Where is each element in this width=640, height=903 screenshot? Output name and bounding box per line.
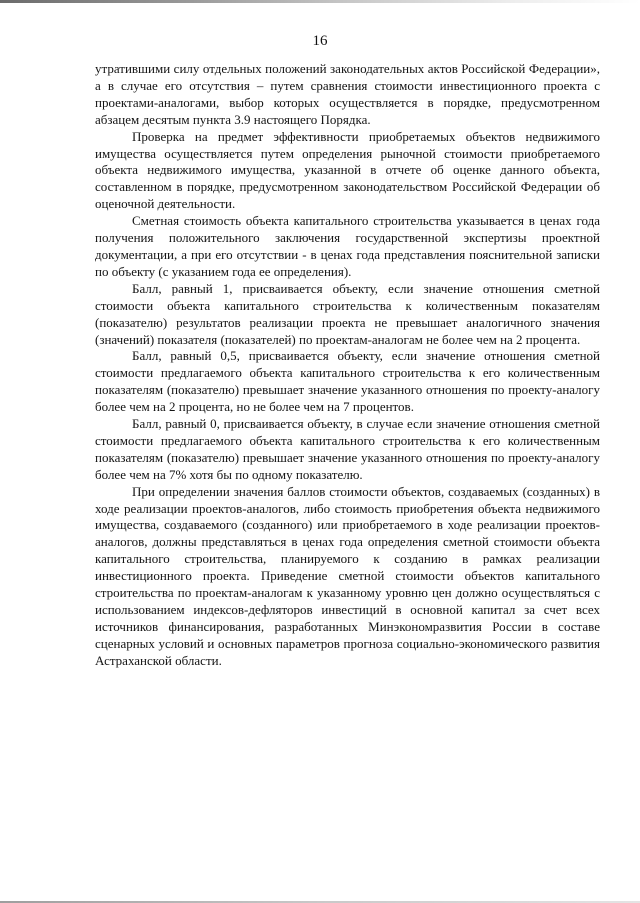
paragraph-6: Балл, равный 0, присваивается объекту, в случае если значение отношения сметной стоимости предлагаемого объекта капитального строительства к его количественным показателям (показателю) превышает значение указанного отношения по проекту-аналогу более чем на 7% хотя бы по одному показателю.	[95, 416, 600, 482]
page-number: 16	[312, 33, 328, 49]
paragraph-3: Сметная стоимость объекта капитального строительства указывается в ценах года получения положительного заключения государственной экспертизы проектной документации, а при его отсутствии - в ценах года представления пояснительной записки по объекту (с указанием года ее определения).	[95, 213, 600, 279]
paragraph-7: При определении значения баллов стоимости объектов, создаваемых (созданных) в ходе реализации проектов-аналогов, либо стоимость приобретения объекта недвижимого имущества, создаваемого (созданного) или приобретаемого в ходе реализации проектов-аналогов, должны представляться в ценах года определения сметной стоимости объекта капитального строительства, планируемого к созданию в рамках реализации инвестиционного проекта. Приведение сметной стоимости объектов капитального строительства по проектам-аналогам к указанному уровню цен должно осуществляться с использованием индексов-дефляторов инвестиций в основной капитал за счет всех источников финансирования, разработанных Минэкономразвития России в составе сценарных условий и основных параметров прогноза социально-экономического развития Астраханской области.	[95, 483, 600, 668]
paragraph-1: утратившими силу отдельных положений законодательных актов Российской Федерации», а в случае его отсутствия – путем сравнения стоимости инвестиционного проекта с проектами-аналогами, выбор которых осуществляется в порядке, предусмотренном абзацем десятым пункта 3.9 настоящего Порядка.	[95, 61, 600, 127]
scan-edge-top	[0, 0, 640, 3]
document-body	[95, 61, 600, 670]
paragraph-2: Проверка на предмет эффективности приобретаемых объектов недвижимого имущества осуществляется путем определения рыночной стоимости приобретаемого объекта недвижимого имущества, указанной в отчете об оценке данного объекта, составленном в порядке, предусмотренном законодательством Российской Федерации об оценочной деятельности.	[95, 128, 600, 212]
paragraph-4: Балл, равный 1, присваивается объекту, если значение отношения сметной стоимости объекта капитального строительства к количественным показателям (показателю) результатов реализации проекта не превышает аналогичного значения (значений) показателя (показателей) по проектам-аналогам не более чем на 2 процента.	[95, 280, 600, 347]
paragraph-5: Балл, равный 0,5, присваивается объекту, если значение отношения сметной стоимости предлагаемого объекта капитального строительства к его количественным показателям (показателю) превышает значение указанного отношения по проекту-аналогу более чем на 2 процента, но не более чем на 7 процентов.	[95, 348, 600, 415]
